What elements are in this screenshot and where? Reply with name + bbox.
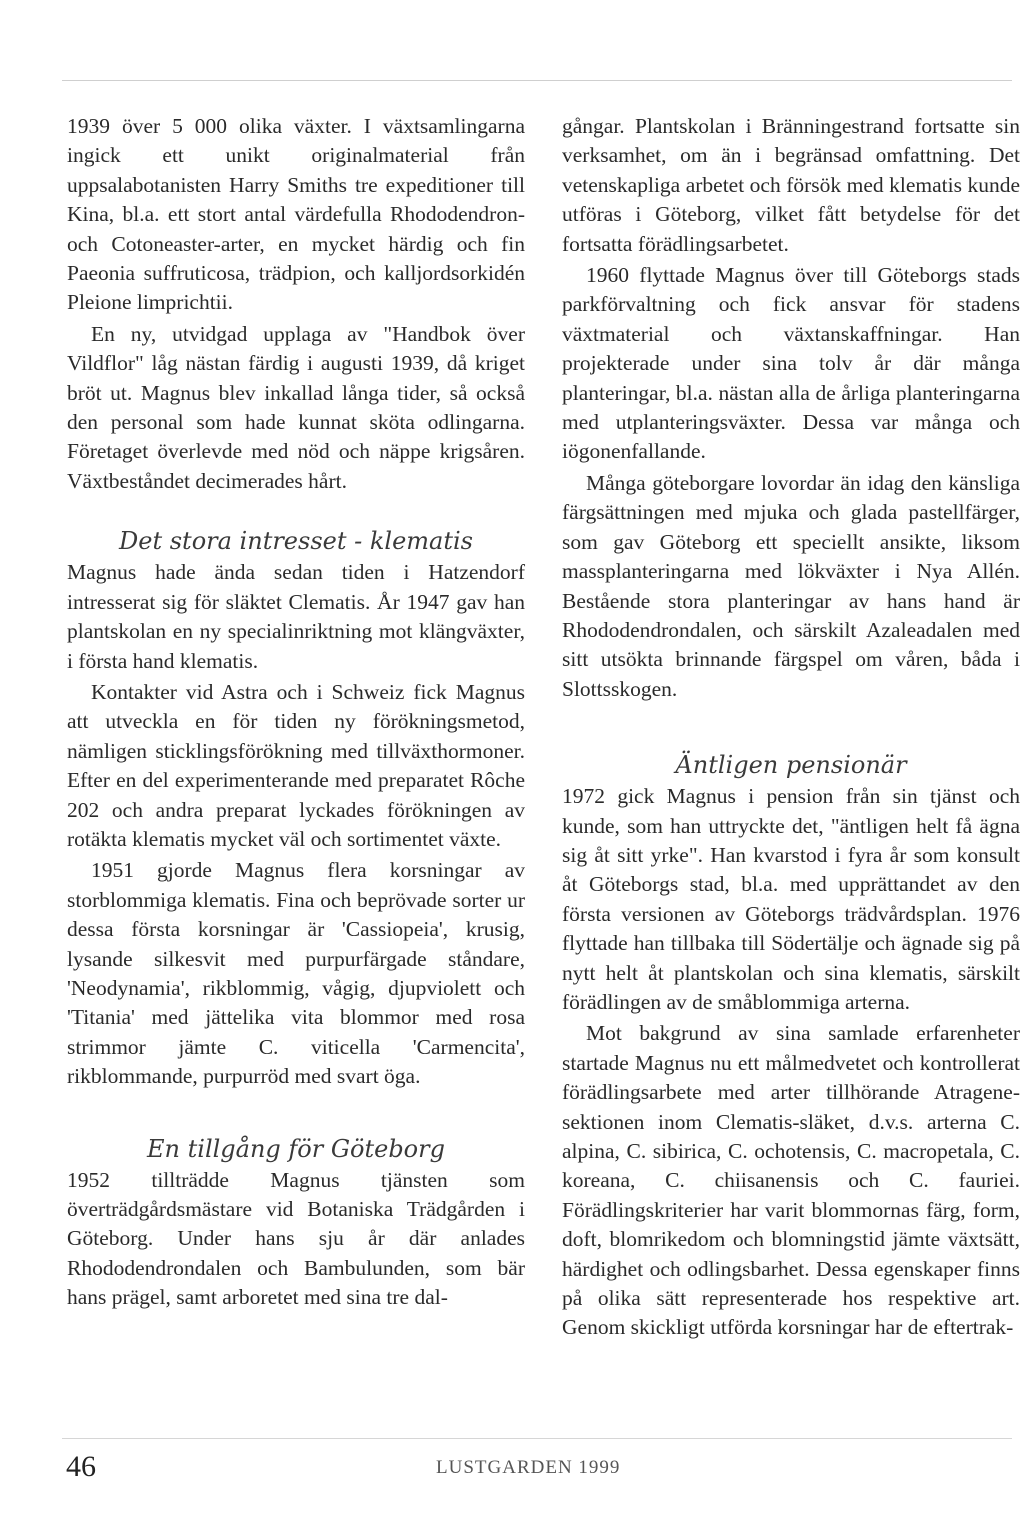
paragraph: Magnus hade ända sedan tiden i Hatzendorf intresserat sig för släktet Clematis. År 1947 gav han plantskolan en ny specialinriktning mot klängväxter, i första hand klematis. xyxy=(67,560,525,673)
paragraph: 1939 över 5 000 olika växter. I växtsamlingarna ingick ett unikt originalmaterial från uppsalabotanisten Harry Smiths tre expeditioner till Kina, bl.a. ett stort antal värdefulla Rhododendron- och Cotoneaster-arter, en mycket härdig och fin Paeonia suffruticosa, trädpion, och kalljordsorkidén Pleione limprichtii. xyxy=(67,114,525,315)
paragraph: gångar. Plantskolan i Bränningestrand fortsatte sin verksamhet, om än i begränsad omfattning. Det vetenskapliga arbetet och försök med klematis kunde utföras i Göteborg, vilket fått betydelse för det fortsatta förädlingsarbetet. xyxy=(562,114,1020,256)
section-heading-pensionar: Äntligen pensionär xyxy=(675,751,907,780)
bottom-rule xyxy=(62,1438,1012,1439)
paragraph: 1951 gjorde Magnus flera korsningar av storblommiga klematis. Fina och beprövade sorter ur dessa första korsningar är 'Cassiopeia', krusig, lysande silkesvit med purpurfärgade ståndare, 'Neodynamia', rikblommig, vågig, djupviolett och 'Titania' med jättelika vita blommor med rosa strimmor jämte C. viticella 'Carmencita', rikblommande, purpurröd med svart öga. xyxy=(67,858,525,1089)
section-heading-goteborg: En tillgång för Göteborg xyxy=(147,1134,445,1163)
section-heading-klematis: Det stora intresset - klematis xyxy=(119,527,473,556)
paragraph: Kontakter vid Astra och i Schweiz fick Magnus att utveckla en för tiden ny förökningsmetod, nämligen sticklingsförökning med tillväxthormoner. Efter en del experimenterande med preparatet Rôche 202 och andra preparat lyckades förökningen av rotäkta klematis mycket väl och sortimentet växte. xyxy=(67,679,525,851)
paragraph: 1952 tillträdde Magnus tjänsten som överträdgårdsmästare vid Botaniska Trädgården i Göteborg. Under hans sju år där anlades Rhododendrondalen och Bambulunden, som bär hans prägel, samt arboretet med sina tre dal- xyxy=(67,1167,525,1310)
paragraph: 1960 flyttade Magnus över till Göteborgs stads parkförvaltning och fick ansvar för stadens växtmaterial och växtanskaffningar. Han projekterade under sina tolv år där många planteringar, bl.a. nästan alla de årliga planteringarna med utplanteringsväxter. Dessa var många och iögonenfallande. xyxy=(562,263,1020,464)
paragraph: En ny, utvidgad upplaga av "Handbok över Vildflor" låg nästan färdig i augusti 1939, då kriget bröt ut. Magnus blev inkallad långa tider, så också den personal som hade kunnat sköta odlingarna. Företaget överlevde med nöd och näppe krigsåren. Växtbeståndet decimerades hårt. xyxy=(67,321,525,493)
page-number: 46 xyxy=(66,1450,96,1483)
journal-title: LUSTGARDEN 1999 xyxy=(436,1457,621,1478)
right-column xyxy=(562,112,1020,1343)
paragraph: 1972 gick Magnus i pension från sin tjänst och kunde, som han uttryckte det, "äntligen helt få ägna sig åt sitt yrke". Han kvarstod i fyra år som konsult åt Göteborgs stad, bl.a. med upprättandet av den första versionen av Göteborgs trädvårdsplan. 1976 flyttade han tillbaka till Södertälje och ägnade sig på nytt helt åt plantskolan och sina klematis, särskilt förädlingen av de småblommiga arterna. xyxy=(562,784,1020,1014)
top-rule xyxy=(62,80,1012,81)
left-column xyxy=(67,112,525,1313)
paragraph: Många göteborgare lovordar än idag den känsliga färgsättningen med mjuka och glada pastellfärger, som gav Göteborg ett speciellt ansikte, liksom massplanteringarna med lökväxter i Nya Allén. Bestående stora planteringar av hans hand är Rhododendrondalen, och särskilt Azaleadalen med sitt utsökta brinnande färgspel om våren, båda i Slottsskogen. xyxy=(562,470,1020,701)
paragraph: Mot bakgrund av sina samlade erfarenheter startade Magnus nu ett målmedvetet och kontrollerat förädlingsarbete med arter tillhörande Atragene-sektionen inom Clematis-släket, d.v.s. arterna C. alpina, C. sibirica, C. ochotensis, C. macropetala, C. koreana, C. chiisanensis och C. fauriei. Förädlingskriterier har varit blommornas färg, form, doft, blomrikedom och blomningstid jämte växtsätt, härdighet och odlingsbarhet. Dessa egenskaper finns på olika sätt representerade hos respektive art. Genom skickligt utförda korsningar har de eftertrak- xyxy=(562,1021,1020,1340)
